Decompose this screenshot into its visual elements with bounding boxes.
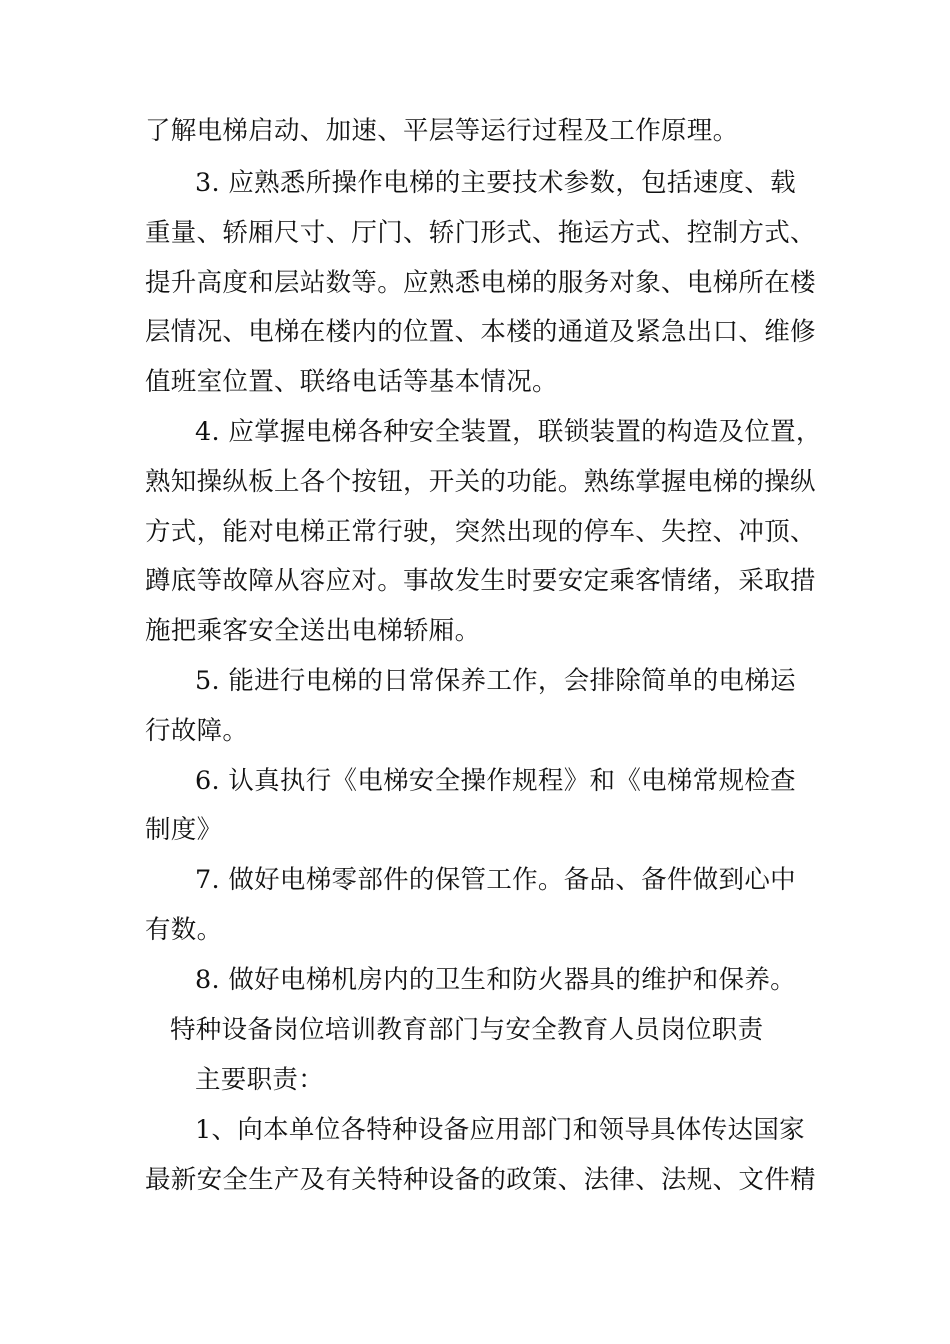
text-line: 层情况、电梯在楼内的位置、本楼的通道及紧急出口、维修 [145, 317, 816, 347]
text-line: 提升高度和层站数等。应熟悉电梯的服务对象、电梯所在楼 [145, 268, 816, 298]
section-heading: 特种设备岗位培训教育部门与安全教育人员岗位职责 [170, 1015, 764, 1045]
list-item-6: 6. 认真执行《电梯安全操作规程》和《电梯常规检查 [195, 766, 796, 796]
list-item-3: 3. 应熟悉所操作电梯的主要技术参数，包括速度、载 [195, 168, 796, 198]
text-line: 方式，能对电梯正常行驶，突然出现的停车、失控、冲顶、 [145, 517, 816, 547]
text-line: 蹲底等故障从容应对。事故发生时要安定乘客情绪，采取措 [145, 566, 816, 596]
list-item-8: 8. 做好电梯机房内的卫生和防火器具的维护和保养。 [195, 965, 796, 995]
duty-item-1: 1、向本单位各特种设备应用部门和领导具体传达国家 [195, 1115, 805, 1145]
text-line: 熟知操纵板上各个按钮，开关的功能。熟练掌握电梯的操纵 [145, 467, 816, 497]
text-line: 行故障。 [145, 716, 249, 746]
list-item-5: 5. 能进行电梯的日常保养工作，会排除简单的电梯运 [195, 666, 796, 696]
text-line: 了解电梯启动、加速、平层等运行过程及工作原理。 [145, 116, 739, 146]
text-line: 最新安全生产及有关特种设备的政策、法律、法规、文件精 [145, 1165, 816, 1195]
list-item-4: 4. 应掌握电梯各种安全装置，联锁装置的构造及位置， [195, 417, 822, 447]
list-item-7: 7. 做好电梯零部件的保管工作。备品、备件做到心中 [195, 865, 796, 895]
subheading-main-duties: 主要职责： [195, 1065, 325, 1095]
text-line: 值班室位置、联络电话等基本情况。 [145, 367, 558, 397]
text-line: 制度》 [145, 815, 223, 845]
text-line: 重量、轿厢尺寸、厅门、轿门形式、拖运方式、控制方式、 [145, 218, 816, 248]
text-line: 施把乘客安全送出电梯轿厢。 [145, 616, 481, 646]
text-line: 有数。 [145, 915, 223, 945]
